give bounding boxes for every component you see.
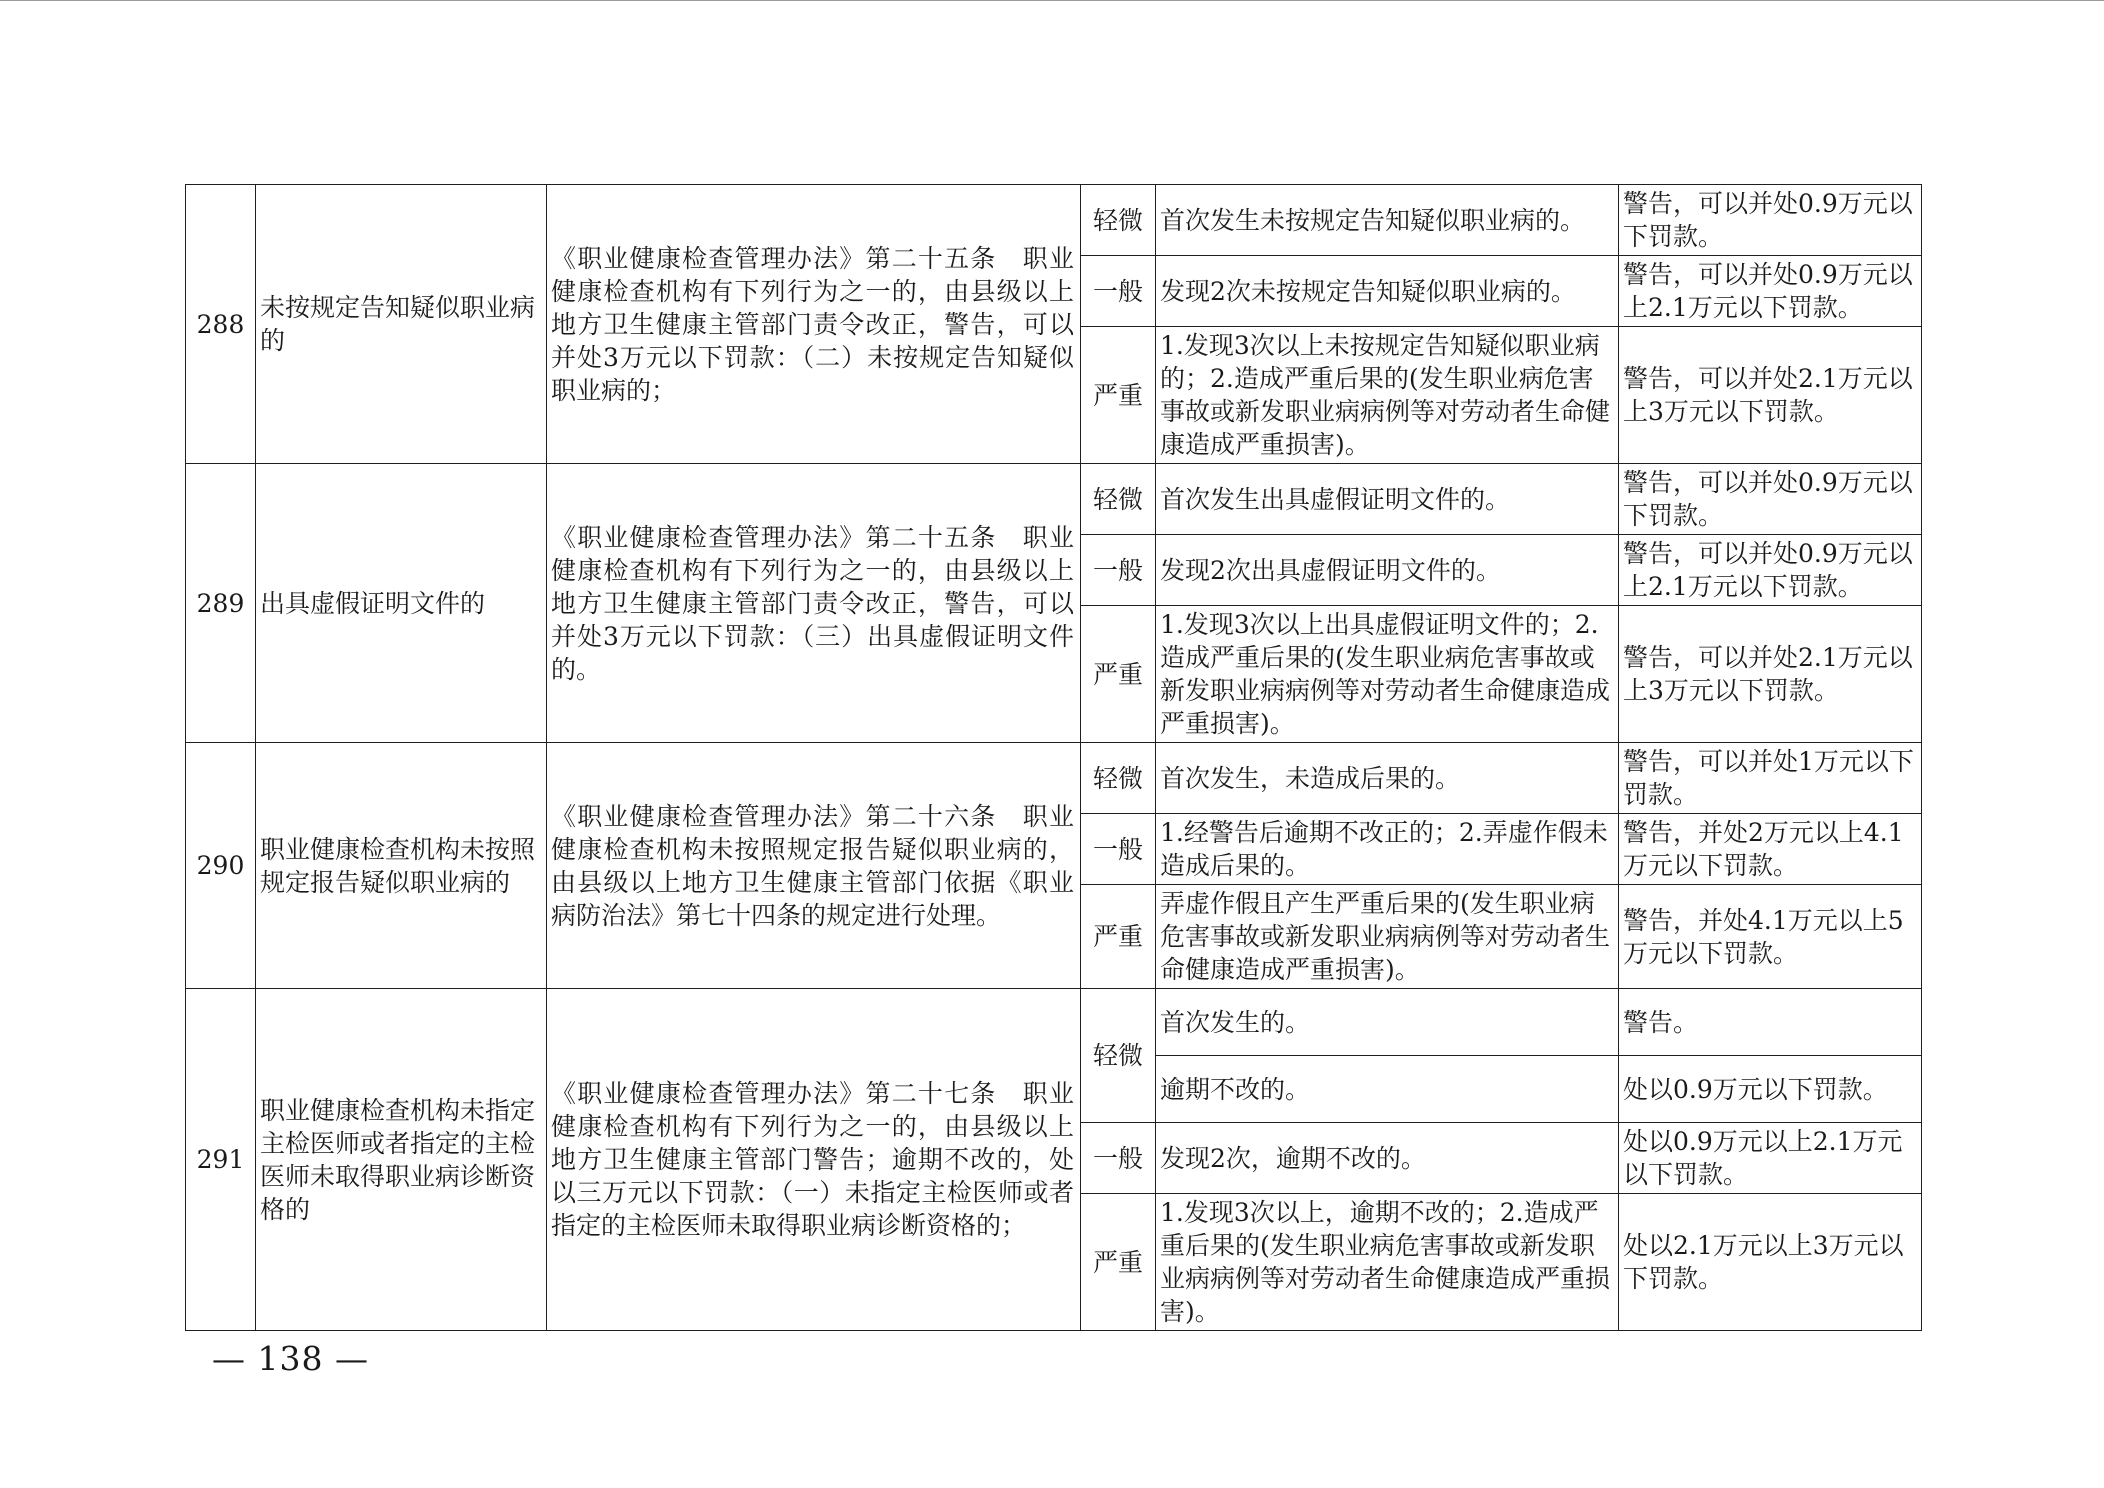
penalty-standard: 处以0.9万元以下罚款。 [1619,1056,1922,1123]
violation-circumstance: 弄虚作假且产生严重后果的(发生职业病危害事故或新发职业病病例等对劳动者生命健康造成严重损害)。 [1156,885,1619,989]
severity-level: 一般 [1081,1123,1156,1194]
severity-level: 一般 [1081,256,1156,327]
violation-circumstance: 首次发生未按规定告知疑似职业病的。 [1156,185,1619,256]
entry-number: 289 [186,464,256,743]
severity-level: 轻微 [1081,743,1156,814]
penalty-standard: 警告，可以并处2.1万元以上3万元以下罚款。 [1619,327,1922,464]
penalty-standard: 警告，并处2万元以上4.1万元以下罚款。 [1619,814,1922,885]
violation-behavior: 职业健康检查机构未按照规定报告疑似职业病的 [256,743,547,989]
page-top-rule [0,0,2104,1]
violation-circumstance: 1.经警告后逾期不改正的；2.弄虚作假未造成后果的。 [1156,814,1619,885]
legal-basis: 《职业健康检查管理办法》第二十六条 职业健康检查机构未按照规定报告疑似职业病的，由县级以上地方卫生健康主管部门依据《职业病防治法》第七十四条的规定进行处理。 [547,743,1081,989]
violation-circumstance: 发现2次出具虚假证明文件的。 [1156,535,1619,606]
severity-level: 轻微 [1081,464,1156,535]
penalty-standard: 警告，可以并处1万元以下罚款。 [1619,743,1922,814]
penalty-standard: 警告，可以并处0.9万元以下罚款。 [1619,464,1922,535]
penalty-standard: 处以2.1万元以上3万元以下罚款。 [1619,1194,1922,1331]
severity-level: 严重 [1081,885,1156,989]
violation-circumstance: 首次发生，未造成后果的。 [1156,743,1619,814]
severity-level: 轻微 [1081,989,1156,1123]
page-number: — 138 — [212,1339,369,1378]
penalty-standards-table [185,184,1922,1331]
penalty-standard: 警告，可以并处0.9万元以上2.1万元以下罚款。 [1619,535,1922,606]
table-row [186,989,1922,1056]
severity-level: 一般 [1081,814,1156,885]
violation-behavior: 出具虚假证明文件的 [256,464,547,743]
severity-level: 严重 [1081,327,1156,464]
violation-circumstance: 逾期不改的。 [1156,1056,1619,1123]
table-row [186,743,1922,814]
penalty-standard: 警告，可以并处0.9万元以下罚款。 [1619,185,1922,256]
severity-level: 严重 [1081,606,1156,743]
legal-basis: 《职业健康检查管理办法》第二十五条 职业健康检查机构有下列行为之一的，由县级以上地方卫生健康主管部门责令改正，警告，可以并处3万元以下罚款：（二）未按规定告知疑似职业病的； [547,185,1081,464]
severity-level: 一般 [1081,535,1156,606]
legal-basis: 《职业健康检查管理办法》第二十五条 职业健康检查机构有下列行为之一的，由县级以上地方卫生健康主管部门责令改正，警告，可以并处3万元以下罚款：（三）出具虚假证明文件的。 [547,464,1081,743]
violation-circumstance: 发现2次未按规定告知疑似职业病的。 [1156,256,1619,327]
legal-basis: 《职业健康检查管理办法》第二十七条 职业健康检查机构有下列行为之一的，由县级以上地方卫生健康主管部门警告；逾期不改的，处以三万元以下罚款：（一）未指定主检医师或者指定的主检医师未取得职业病诊断资格的； [547,989,1081,1331]
entry-number: 291 [186,989,256,1331]
severity-level: 轻微 [1081,185,1156,256]
entry-number: 290 [186,743,256,989]
severity-level: 严重 [1081,1194,1156,1331]
table-row [186,185,1922,256]
violation-circumstance: 1.发现3次以上未按规定告知疑似职业病的；2.造成严重后果的(发生职业病危害事故或新发职业病病例等对劳动者生命健康造成严重损害)。 [1156,327,1619,464]
violation-circumstance: 首次发生的。 [1156,989,1619,1056]
violation-behavior: 未按规定告知疑似职业病的 [256,185,547,464]
violation-circumstance: 首次发生出具虚假证明文件的。 [1156,464,1619,535]
violation-circumstance: 发现2次，逾期不改的。 [1156,1123,1619,1194]
penalty-standard: 警告。 [1619,989,1922,1056]
penalty-standard: 警告，可以并处0.9万元以上2.1万元以下罚款。 [1619,256,1922,327]
penalty-standard: 警告，并处4.1万元以上5万元以下罚款。 [1619,885,1922,989]
penalty-standard: 警告，可以并处2.1万元以上3万元以下罚款。 [1619,606,1922,743]
entry-number: 288 [186,185,256,464]
penalty-standard: 处以0.9万元以上2.1万元以下罚款。 [1619,1123,1922,1194]
violation-behavior: 职业健康检查机构未指定主检医师或者指定的主检医师未取得职业病诊断资格的 [256,989,547,1331]
violation-circumstance: 1.发现3次以上，逾期不改的；2.造成严重后果的(发生职业病危害事故或新发职业病病例等对劳动者生命健康造成严重损害)。 [1156,1194,1619,1331]
table-row [186,464,1922,535]
violation-circumstance: 1.发现3次以上出具虚假证明文件的；2.造成严重后果的(发生职业病危害事故或新发职业病病例等对劳动者生命健康造成严重损害)。 [1156,606,1619,743]
